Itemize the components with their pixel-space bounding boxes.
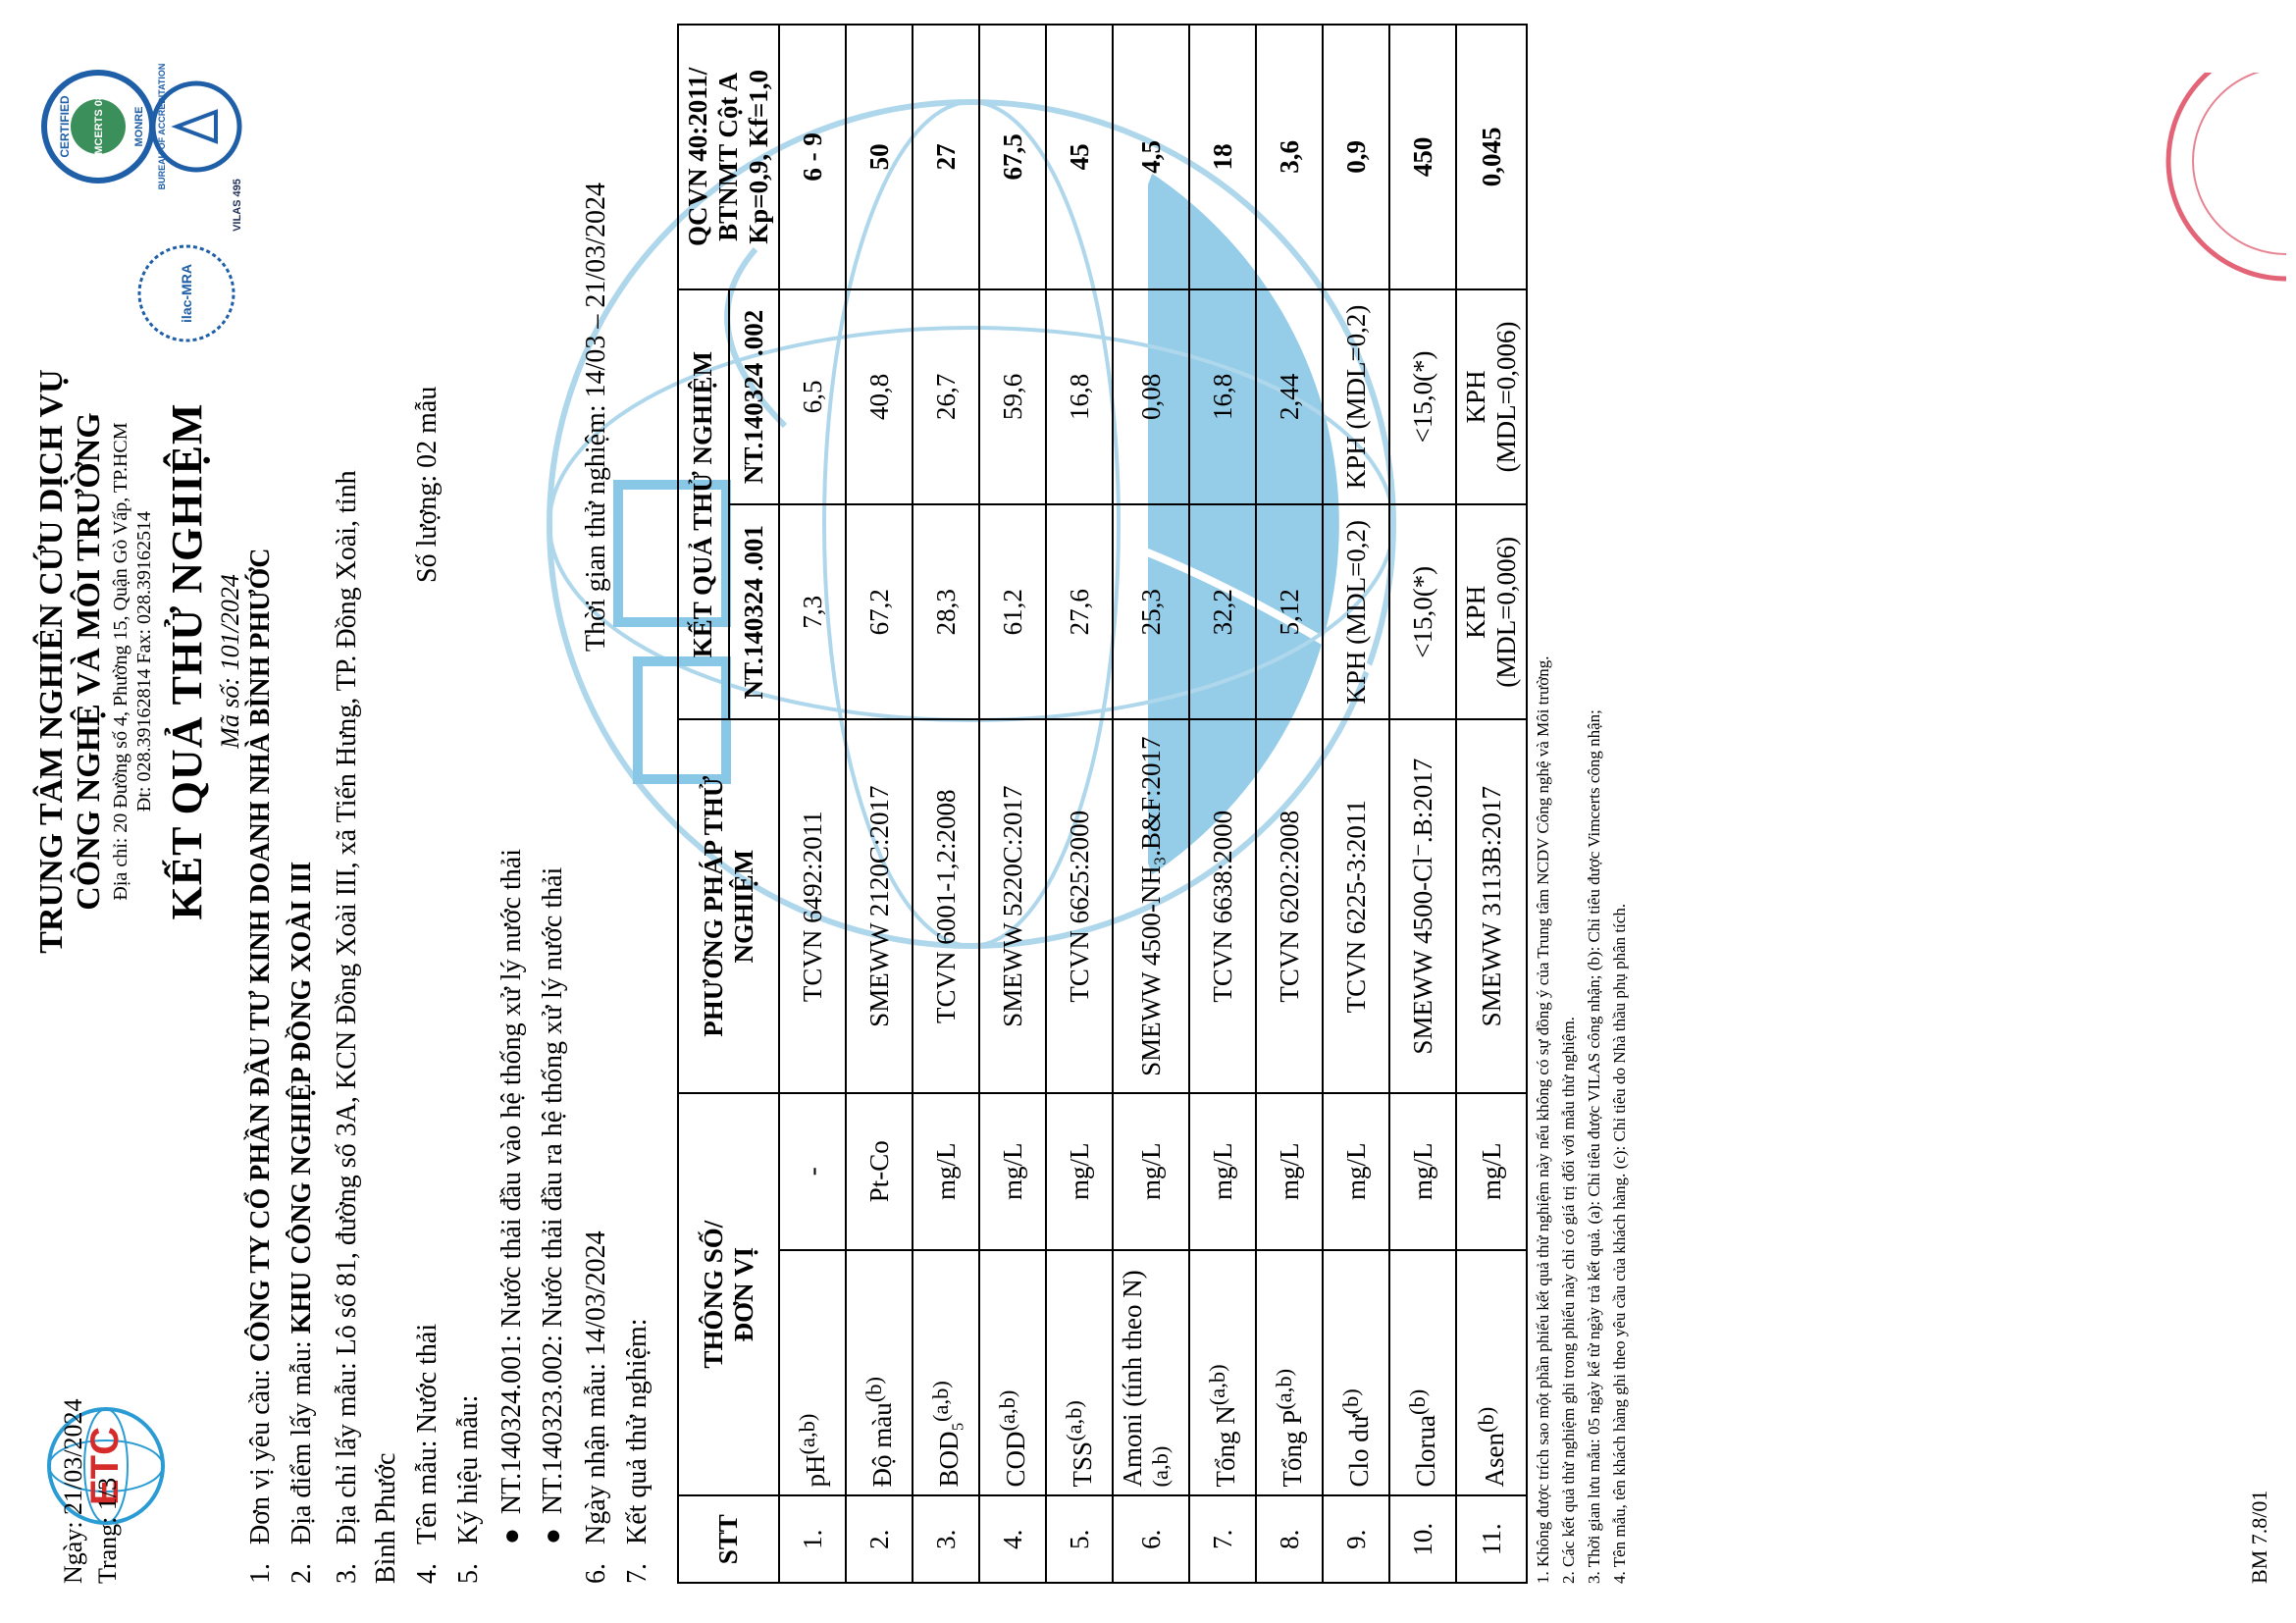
col-sample-2: NT.140324 .002 bbox=[729, 289, 780, 504]
table-row: 11. Asen$^{(b)}$ mg/L SMEWW 3113B:2017 KPH (MDL=0,006) KPH (MDL=0,006) 0,045 bbox=[1456, 25, 1527, 1583]
results-table bbox=[677, 24, 1528, 1584]
org-name-line2: CÔNG NGHỆ VÀ MÔI TRƯỜNG bbox=[71, 412, 107, 911]
col-sample-1: NT.140324 .001 bbox=[729, 504, 780, 719]
table-row: 6. Amoni (tính theo N)$^{(a,b)}$ mg/L SMEWW 4500-NH₃.B&F:2017 25,3 0,08 4,5 bbox=[1113, 25, 1189, 1583]
accreditation-badges bbox=[39, 33, 245, 377]
results-body bbox=[779, 25, 1527, 1583]
org-name-line1: TRUNG TÂM NGHIÊN CỨU DỊCH VỤ bbox=[33, 369, 70, 954]
table-row: 8. Tổng P$^{(a,b)}$ mg/L TCVN 6202:2008 5,12 2,44 3,6 bbox=[1256, 25, 1323, 1583]
col-method: PHƯƠNG PHÁP THỬ NGHIỆM bbox=[678, 719, 779, 1092]
info-sampling-address: 3.Địa chỉ lấy mẫu: Lô số 81, đường số 3A, KCN Đồng Xoài III, xã Tiến Hưng, TP. Đồng Xoài, tỉnh Bình Phước bbox=[332, 470, 401, 1584]
svg-text:VILAS 495: VILAS 495 bbox=[232, 179, 243, 232]
red-seal-stamp bbox=[2090, 73, 2286, 298]
footnote: 2. Các kết quả thử nghiệm ghi trong phiếu này chỉ có giá trị đối với mẫu thử nghiệm. bbox=[1559, 1017, 1578, 1584]
info-requester: 1.Đơn vị yêu cầu: CÔNG TY CỔ PHẦN ĐẦU TƯ KINH DOANH NHÀ BÌNH PHƯỚC bbox=[245, 548, 276, 1584]
svg-text:MONRE: MONRE bbox=[133, 106, 145, 147]
vimcerts-badge bbox=[44, 73, 152, 181]
svg-text:BUREAU OF ACCREDITATION: BUREAU OF ACCREDITATION bbox=[157, 63, 167, 190]
info-sample-quantity: Số lượng: 02 mẫu bbox=[412, 386, 443, 583]
table-row: 2. Độ màu$^{(b)}$ Pt-Co SMEWW 2120C:2017 67,2 40,8 50 bbox=[846, 25, 913, 1583]
footnote: 3. Thời gian lưu mẫu: 05 ngày kể từ ngày trả kết quả. (a): Chỉ tiêu được VILAS công nhận; (b): Chỉ tiêu được Vimcerts công nhận; bbox=[1585, 709, 1603, 1584]
table-row: 10. Clorua$^{(b)}$ mg/L SMEWW 4500-Cl⁻.B:2017 <15,0(*) <15,0(*) 450 bbox=[1389, 25, 1456, 1583]
sample-code-2: ● NT.140323.002: Nước thải đầu ra hệ thống xử lý nước thải bbox=[538, 866, 568, 1544]
page-title: KẾT QUẢ THỬ NGHIỆM bbox=[163, 402, 211, 920]
form-code: BM 7.8/01 bbox=[2247, 1490, 2271, 1584]
report-date: Ngày: 21/03/2024 bbox=[59, 1398, 87, 1584]
table-row: 5. TSS$^{(a,b)}$ mg/L TCVN 6625:2000 27,6 16,8 45 bbox=[1046, 25, 1113, 1583]
svg-text:CERTIFIED: CERTIFIED bbox=[58, 95, 72, 158]
svg-text:VIMCERTS 089: VIMCERTS 089 bbox=[93, 87, 105, 166]
info-received-date: 6.Ngày nhận mẫu: 14/03/2024 bbox=[581, 1230, 611, 1584]
ilac-badge bbox=[139, 246, 234, 340]
table-row: 7. Tổng N$^{(a,b)}$ mg/L TCVN 6638:2000 32,2 16,8 18 bbox=[1189, 25, 1256, 1583]
col-stt: STT bbox=[678, 1495, 779, 1583]
svg-text:ETC: ETC bbox=[83, 1427, 127, 1505]
table-row: 3. BOD₅$^{(a,b)}$ mg/L TCVN 6001-1,2:2008 28,3 26,7 27 bbox=[913, 25, 979, 1583]
table-row: 9. Clo $dư^{(b)}$ mg/L TCVN 6225-3:2011 KPH (MDL=0,2) KPH (MDL=0,2) 0,9 bbox=[1323, 25, 1389, 1583]
info-test-period: Thời gian thử nghiệm: 14/03 – 21/03/2024 bbox=[581, 183, 611, 652]
col-qcvn: QCVN 40:2011/ BTNMT Cột A Kp=0,9, Kf=1,0 bbox=[678, 25, 779, 289]
table-row: 1. pH$^{(a,b)}$ - TCVN 6492:2011 7,3 6,5 6 - 9 bbox=[779, 25, 846, 1583]
sample-code-1: ● NT.140324.001: Nước thải đầu vào hệ thống xử lý nước thải bbox=[496, 849, 527, 1544]
info-sample-name: 4.Tên mẫu: Nước thải bbox=[412, 1323, 443, 1584]
org-address: Địa chỉ: 20 Đường số 4, Phường 15, Quận Gò Vấp, TP.HCM bbox=[110, 422, 131, 901]
svg-text:ilac-MRA: ilac-MRA bbox=[179, 264, 194, 323]
info-sampling-site: 2.Địa điểm lấy mẫu: KHU CÔNG NGHIỆP ĐỒNG XOÀI III bbox=[287, 861, 317, 1584]
org-phone: Đt: 028.39162814 Fax: 028.39162514 bbox=[133, 510, 155, 812]
col-result: KẾT QUẢ THỬ NGHIỆM bbox=[678, 289, 729, 720]
table-row: 4. COD$^{(a,b)}$ mg/L SMEWW 5220C:2017 61,2 59,6 67,5 bbox=[979, 25, 1046, 1583]
footnote: 4. Tên mẫu, tên khách hàng ghi theo yêu cầu của khách hàng. (c): Chỉ tiêu do Nhà thầu phụ phân tích. bbox=[1610, 903, 1629, 1584]
col-param-unit: THÔNG SỐ/ ĐƠN VỊ bbox=[678, 1093, 779, 1496]
page-number: Trang: 1/3 bbox=[93, 1477, 122, 1584]
info-results-heading: 7.Kết quả thử nghiệm: bbox=[622, 1318, 652, 1584]
report-code: Mã số: 101/2024 bbox=[216, 574, 244, 749]
footnotes bbox=[1531, 53, 1633, 1584]
boa-badge bbox=[153, 64, 243, 232]
footnote: 1. Không được trích sao một phần phiếu kết quả thử nghiệm này nếu không có sự đồng ý của Trung tâm NCDV Công nghệ và Môi trường. bbox=[1534, 655, 1552, 1584]
info-sample-codes: 5.Ký hiệu mẫu: bbox=[453, 1394, 484, 1584]
